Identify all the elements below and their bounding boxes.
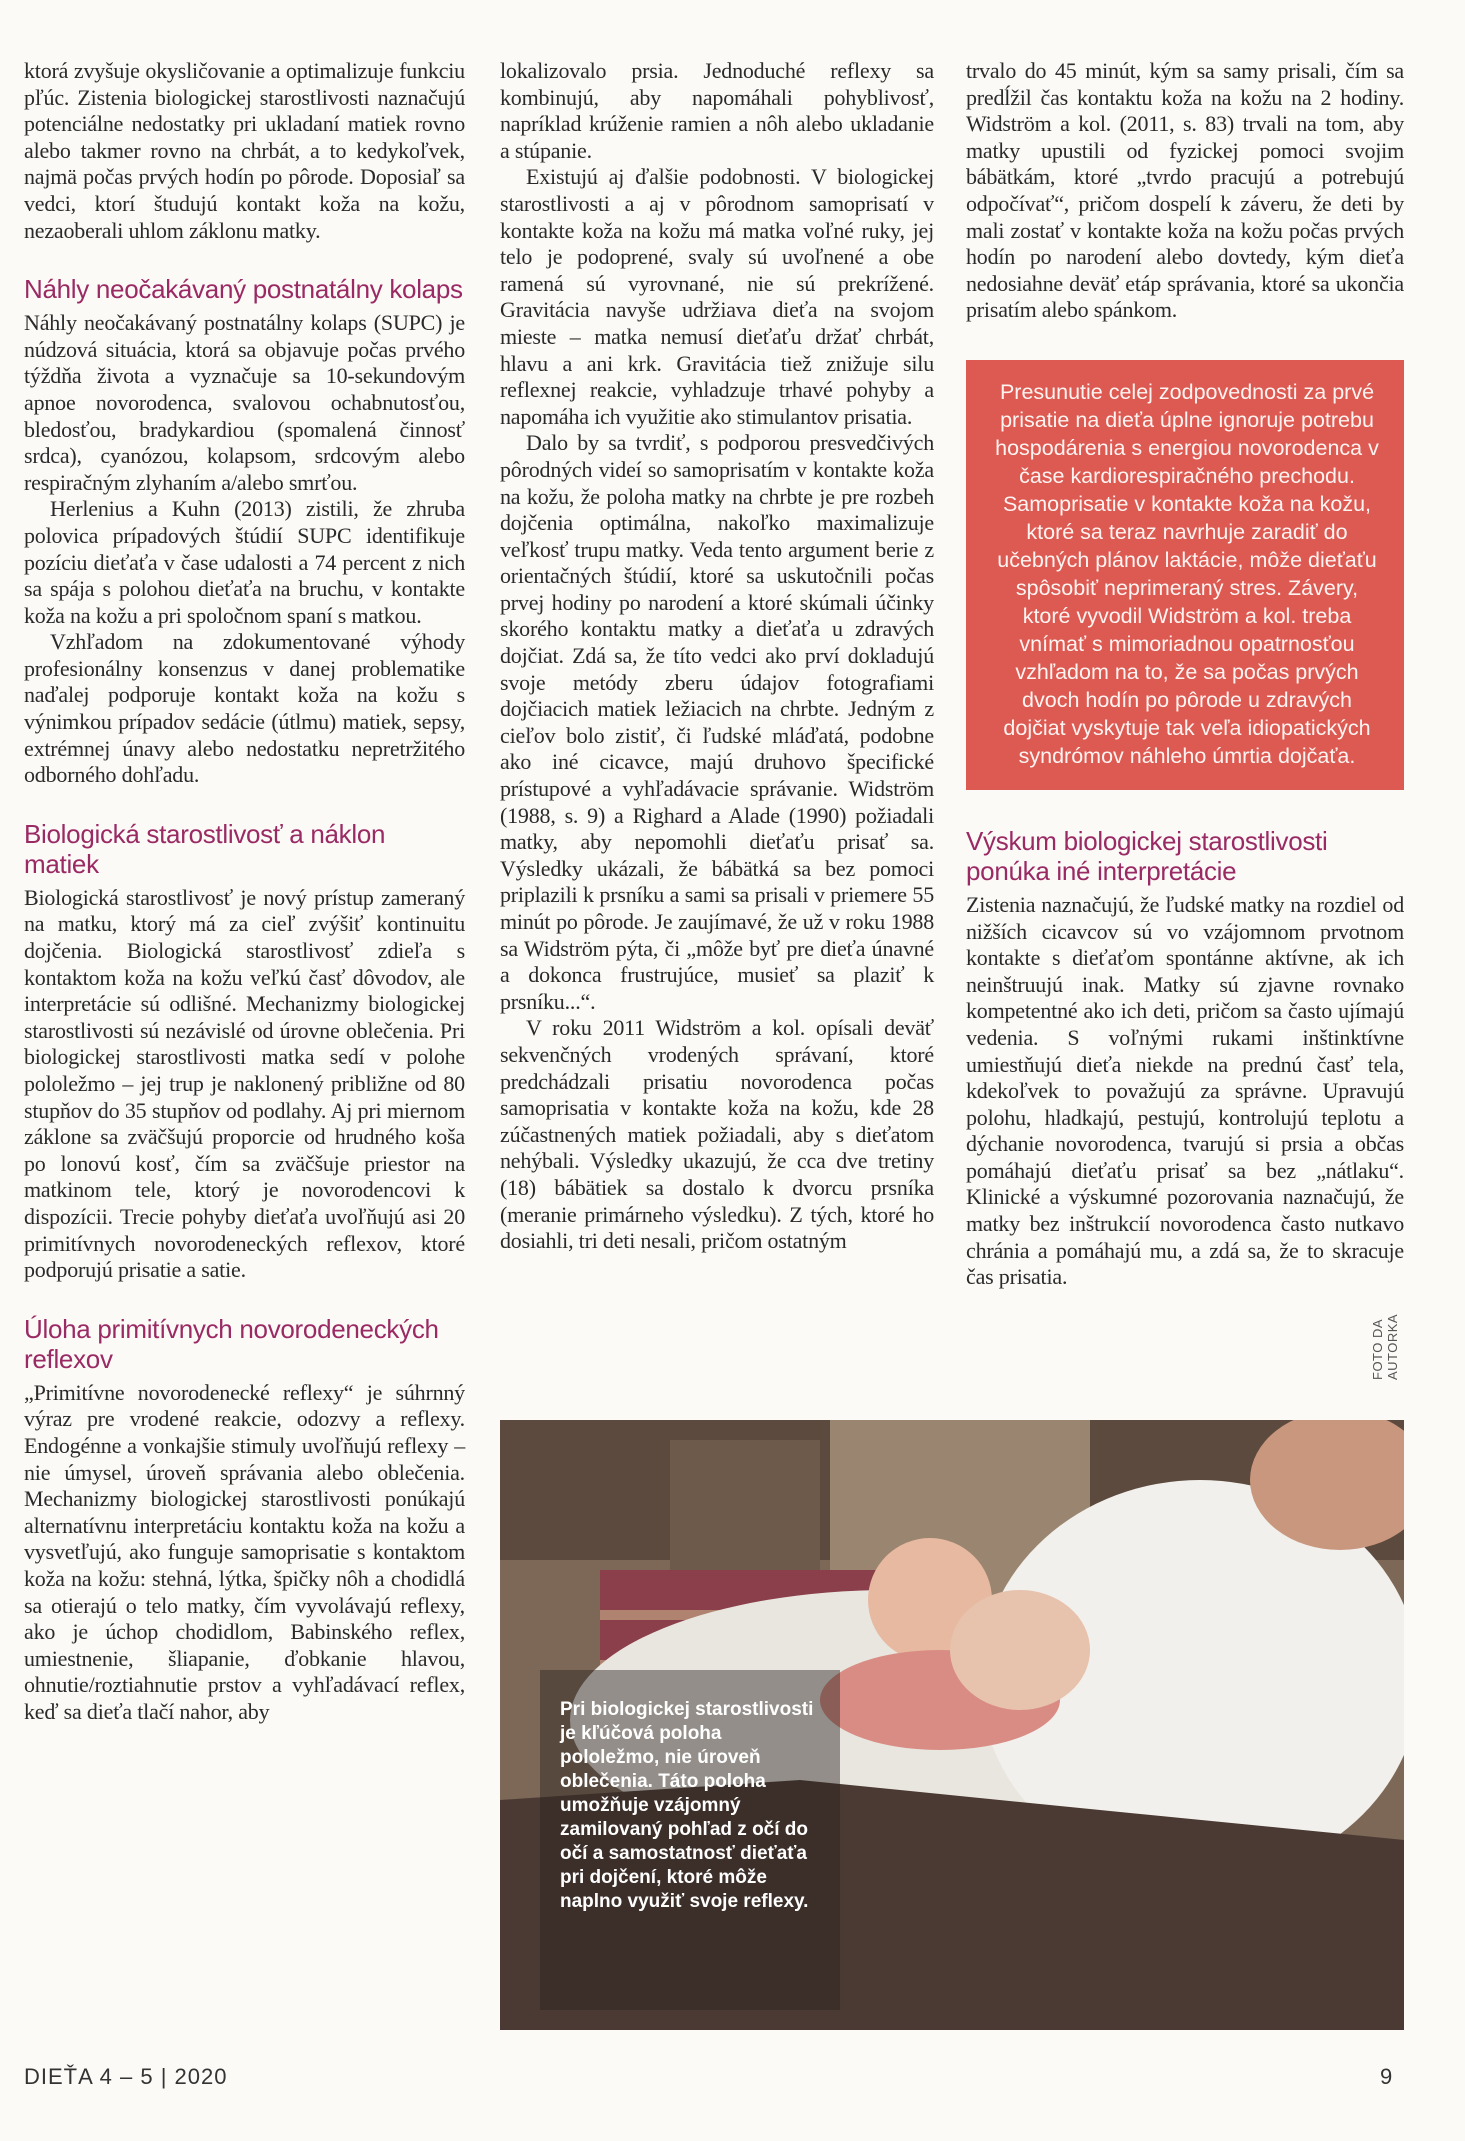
photo-caption: Pri biologickej starostlivosti je kľúčová poloha pololežmo, nie úroveň oblečenia. Táto poloha umožňuje vzájomný zamilovaný pohľad z očí do očí a samostatnosť dieťaťa pri dojčení, ktoré môže naplno využiť svoje reflexy. (560, 1699, 814, 1912)
section-heading: Biologická starostlivosť a náklon matiek (24, 818, 386, 879)
paragraph: Biologická starostlivosť je nový prístup zameraný na matku, ktorý má za cieľ zvýšiť kontinuitu dojčenia. Biologická starostlivosť zdieľa s kontaktom koža na kožu veľkú časť dôvodov, ale interpretácie sú odlišné. Mechanizmy biologickej starostlivosti sú nezávislé od úrovne oblečenia. Pri biologickej starostlivosti matka sedí v polohe pololežmo – jej trup je naklonený približne od 80 stupňov do 35 stupňov od podlahy. Aj pri miernom záklone sa zväčšujú proporcie od hrudného koša po lonovú kosť, čím sa zväčšuje priestor na matkinom tele, ktorý je novorodencovi k dispozícii. Trecie pohyby dieťaťa uvoľňujú asi 20 primitívnych novorodeneckých reflexov, ktoré podporujú prisatie a satie. (24, 884, 465, 1283)
column-2 (500, 58, 934, 1255)
page-number: 9 (1380, 2064, 1393, 2089)
breastfeeding-photo (500, 1420, 1404, 2030)
paragraph: V roku 2011 Widström a kol. opísali deväť sekvenčných vrodených správaní, ktoré predchádzali prisatiu novorodenca počas samoprisatia v kontakte koža na kožu, kde 28 zúčastnených matiek požiadali, aby s dieťatom nehýbali. Výsledky ukazujú, že cca dve tretiny (18) bábätiek sa dostalo k dvorcu prsníka (meranie primárneho výsledku). Z tých, ktoré ho dosiahli, tri deti nesali, pričom ostatným (500, 1015, 934, 1254)
paragraph: Herlenius a Kuhn (2013) zistili, že zhruba polovica prípadových štúdií SUPC identifikuje pozíciu dieťaťa v čase udalosti a 74 percent z nich sa spája s polohou dieťaťa na bruchu, v kontakte koža na kožu a pri spoločnom spaní s matkou. (24, 496, 465, 628)
paragraph: Vzhľadom na zdokumentované výhody profesionálny konsenzus v danej problematike naďalej podporuje kontakt koža na kožu s výnimkou prípadov sedácie (útlmu) matiek, sepsy, extrémnej únavy alebo nedostatku nepretržitého odborného dohľadu. (24, 629, 465, 788)
column-1 (24, 58, 465, 1725)
paragraph: Existujú aj ďalšie podobnosti. V biologickej starostlivosti a aj v pôrodnom samoprisatí v kontakte koža na kožu má matka voľné ruky, jej telo je podoprené, svaly sú uvoľnené a obe ramená sú vyrovnané, nie sú prekrížené. Gravitácia navyše udržiava dieťa na svojom mieste – matka nemusí dieťaťu držať chrbát, hlavu a ani krk. Gravitácia tiež znižuje silu reflexnej reakcie, vyhladzuje trhavé pohyby a napomáha ich využitie ako stimulantov prisatia. (500, 164, 934, 429)
section-heading: Výskum biologickej starostlivosti ponúka iné interpretácie (966, 825, 1328, 886)
paragraph: ktorá zvyšuje okysličovanie a optimalizuje funkciu pľúc. Zistenia biologickej starostlivosti naznačujú potenciálne nedostatky pri ukladaní matiek rovno alebo takmer rovno na chrbát, a to kedykoľvek, najmä počas prvých hodín po pôrode. Doposiaľ sa vedci, ktorí študujú kontakt koža na kožu, nezaoberali uhlom záklonu matky. (24, 58, 465, 243)
paragraph: „Primitívne novorodenecké reflexy“ je súhrnný výraz pre vrodené reakcie, odozvy a reflexy. Endogénne a vonkajšie stimuly uvoľňujú reflexy – nie úmysel, úroveň správania alebo oblečenia. Mechanizmy biologickej starostlivosti ponúkajú alternatívnu interpretáciu kontaktu koža na kožu a vysvetľujú, ako funguje samoprisatie s kontaktom koža na kožu: stehná, lýtka, špičky nôh a chodidlá sa otierajú o telo matky, čím vyvolávajú reflexy, ako je úchop chodidlom, Babinského reflex, umiestnenie, šliapanie, ďobkanie hlavou, ohnutie/roztiahnutie prstov a vyhľadávací reflex, keď sa dieťa tlačí nahor, aby (24, 1379, 465, 1724)
paragraph: Náhly neočakávaný postnatálny kolaps (SUPC) je núdzová situácia, ktorá sa objavuje počas prvého týždňa života a vyznačuje sa 10-sekundovým apnoe novorodenca, svalovou ochabnutosťou, bledosťou, bradykardiou (spomalená činnosť srdca), cyanózou, kolapsom, srdcovým alebo respiračným zlyhaním a/alebo smrťou. (24, 310, 465, 495)
paragraph: trvalo do 45 minút, kým sa samy prisali, čím sa predĺžil čas kontaktu koža na kožu na 2 hodiny. Widström a kol. (2011, s. 83) trvali na tom, aby matky upustili od fyzickej pomoci svojim bábätkám, ktoré „tvrdo pracujú a potrebujú odpočívať“, pričom dospelí k záveru, že deti by mali zostať v kontakte koža na kožu počas prvých hodín po narodení alebo dovtedy, kým dieťa nedosiahne deväť etáp správania, ktoré sa ukončia prisatím alebo spánkom. (966, 58, 1404, 323)
pull-quote-box: Presunutie celej zodpovednosti za prvé prisatie na dieťa úplne ignoruje potrebu hospodárenia s energiou novorodenca v čase kardiorespiračného prechodu. Samoprisatie v kontakte koža na kožu, ktoré sa teraz navrhuje zaradiť do učebných plánov laktácie, môže dieťaťu spôsobiť neprimeraný stres. Závery, ktoré vyvodil Widström a kol. treba vnímať s mimoriadnou opatrnosťou vzhľadom na to, že sa počas prvých dvoch hodín po pôrode u zdravých dojčiat vyskytuje tak veľa idiopatických syndrómov náhleho úmrtia dojčaťa. (966, 360, 1404, 790)
section-heading: Náhly neočakávaný postnatálny kolaps (24, 274, 463, 305)
magazine-issue: DIEŤA 4 – 5 | 2020 (24, 2064, 228, 2089)
paragraph: Zistenia naznačujú, že ľudské matky na rozdiel od nižších cicavcov sú vo vzájomnom prvotnom kontakte s dieťaťom spontánne aktívne, ak ich neinštruujú inak. Matky sú zjavne rovnako kompetentné ako ich deti, pričom sa často ujímajú vedenia. S voľnými rukami inštinktívne umiestňujú dieťa niekde na prednú časť tela, kdekoľvek to považujú za správne. Upravujú polohu, hladkajú, pestujú, kontrolujú teplotu a dýchanie novorodenca, tvarujú si prsia a občas pomáhajú dieťaťu prisať sa bez „nátlaku“. Klinické a výskumné pozorovania naznačujú, že matky bez inštrukcií novorodenca často nutkavo chránia a pomáhajú mu, a zdá sa, že to skracuje čas prisatia. (966, 891, 1404, 1290)
photo-credit: FOTO DA AUTORKA (1370, 1313, 1400, 1380)
section-heading: Úloha primitívnych novorodeneckých reflexov (24, 1313, 439, 1374)
paragraph: Dalo by sa tvrdiť, s podporou presvedčivých pôrodných videí so samoprisatím v kontakte koža na kožu, že poloha matky na chrbte je pre rozbeh dojčenia optimálna, nakoľko maximalizuje veľkosť trupu matky. Veda tento argument berie z orientačných štúdií, ktoré sa uskutočnili počas prvej hodiny po narodení a ktoré skúmali účinky skorého kontaktu matky a dieťaťa u zdravých dojčiat. Zdá sa, že títo vedci ako prví dokladujú svoje metódy zberu údajov fotografiami dojčiacich matiek ležiacich na chrbte. Jedným z cieľov bolo zistiť, či ľudské mláďatá, podobne ako iné cicavce, majú druhovo špecifické prístupové a vyhľadávacie správanie. Widström (1988, s. 9) a Righard a Alade (1990) požiadali matky, aby nepomohli dieťaťu prisať sa. Výsledky ukázali, že bábätká sa bez pomoci priplazili k prsníku a sami sa prisali v priemere 55 minút po pôrode. Je zaujímavé, že už v roku 1988 sa Widström pýta, či „môže byť pre dieťa únavné a dokonca frustrujúce, musieť sa plaziť k prsníku...“. (500, 430, 934, 1014)
column-3 (966, 58, 1404, 1291)
paragraph: lokalizovalo prsia. Jednoduché reflexy sa kombinujú, aby napomáhali pohyblivosť, napríklad krúženie ramien a nôh alebo ukladanie a stúpanie. (500, 58, 934, 163)
